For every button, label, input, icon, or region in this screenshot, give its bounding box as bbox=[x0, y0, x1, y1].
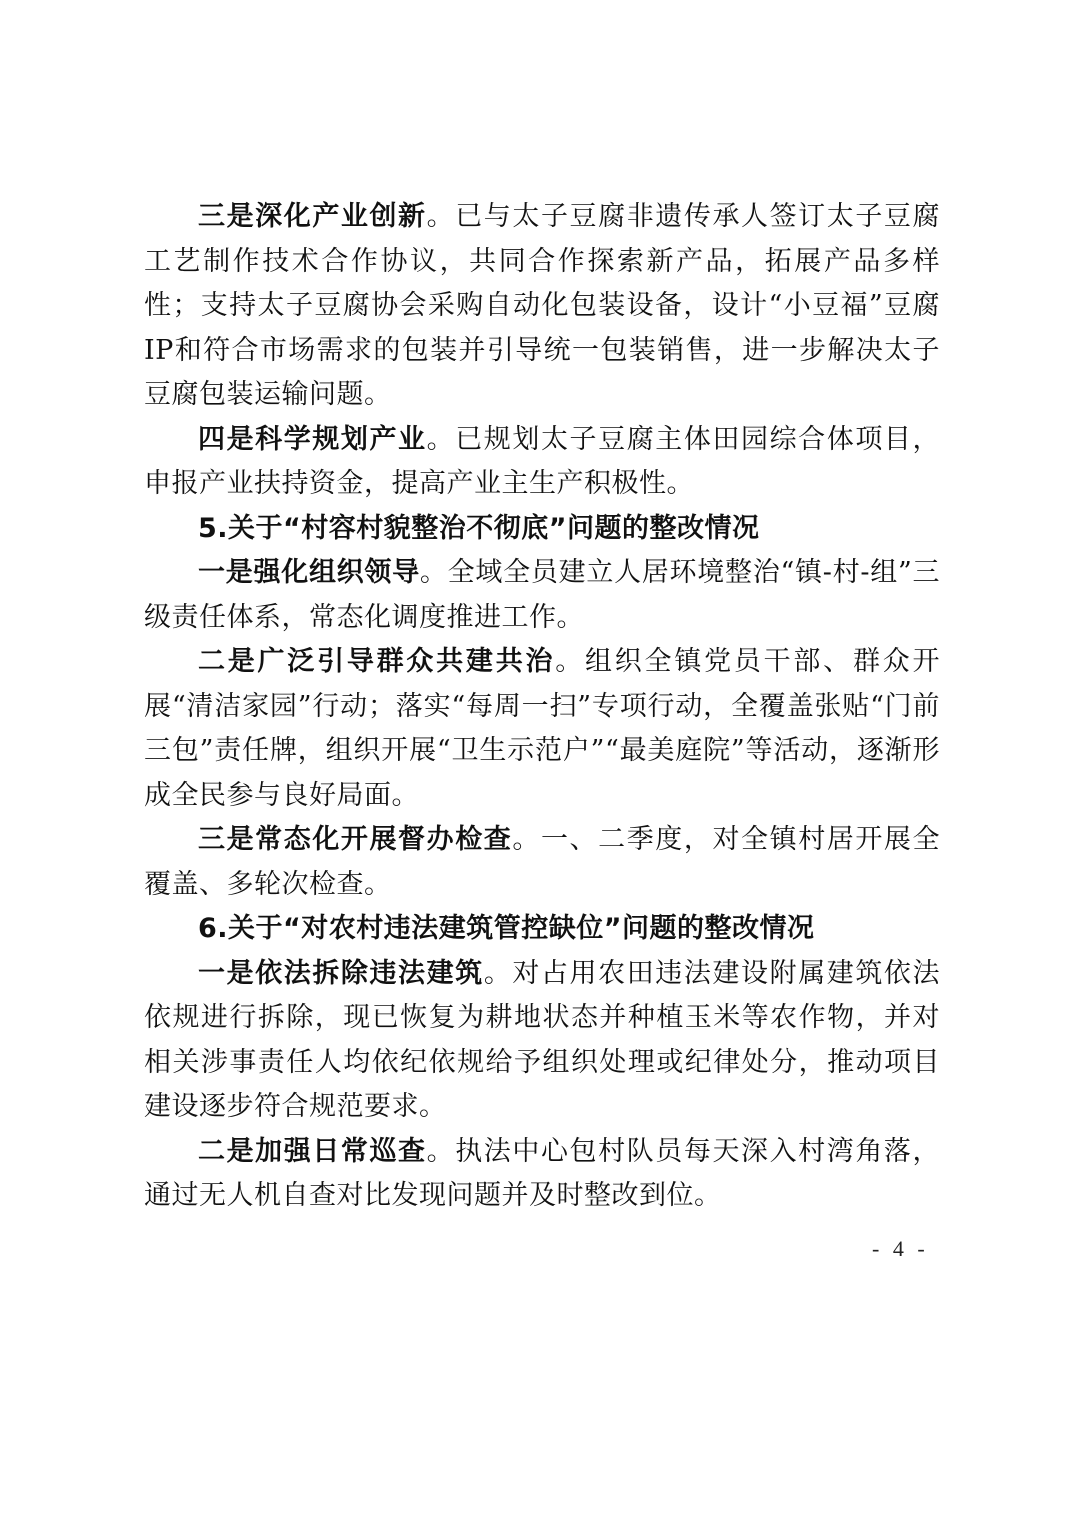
paragraph-organization-leadership bbox=[144, 551, 940, 640]
paragraph-daily-patrol bbox=[144, 1130, 940, 1219]
page-number: - 4 - bbox=[872, 1236, 929, 1261]
paragraph-supervision-inspection bbox=[144, 818, 940, 907]
paragraph-text: 。执法中心包村队员每天深入村湾角落，通过无人机自查对比发现问题并及时整改到位。 bbox=[144, 1135, 940, 1211]
paragraph-public-participation bbox=[144, 640, 940, 818]
paragraph-lead: 三是深化产业创新 bbox=[198, 201, 427, 232]
section-heading-6: 6.关于“对农村违法建筑管控缺位”问题的整改情况 bbox=[198, 913, 815, 944]
paragraph-lead: 二是广泛引导群众共建共治 bbox=[198, 646, 556, 677]
paragraph-text: 。已规划太子豆腐主体田园综合体项目，申报产业扶持资金，提高产业主生产积极性。 bbox=[144, 423, 940, 499]
paragraph-industry-innovation bbox=[144, 195, 940, 418]
document-body bbox=[144, 195, 940, 1219]
paragraph-lead: 四是科学规划产业 bbox=[198, 423, 427, 455]
paragraph-lead: 一是依法拆除违法建筑 bbox=[198, 957, 484, 989]
section-heading-5: 5.关于“村容村貌整治不彻底”问题的整改情况 bbox=[198, 512, 760, 544]
paragraph-text: 。对占用农田违法建设附属建筑依法依规进行拆除，现已恢复为耕地状态并种植玉米等农作物，并对相关涉事责任人均依纪依规给予组织处理或纪律处分，推动项目建设逐步符合规范要求。 bbox=[144, 957, 941, 1122]
paragraph-demolition bbox=[144, 952, 940, 1130]
paragraph-lead: 二是加强日常巡查 bbox=[198, 1135, 427, 1167]
paragraph-lead: 一是强化组织领导 bbox=[198, 557, 420, 588]
paragraph-lead: 三是常态化开展督办检查 bbox=[198, 824, 513, 855]
paragraph-text: 。已与太子豆腐非遗传承人签订太子豆腐工艺制作技术合作协议，共同合作探索新产品，拓展产品多样性；支持太子豆腐协会采购自动化包装设备，设计“小豆福”豆腐IP和符合市场需求的包装并引导统一包装销售，进一步解决太子豆腐包装运输问题。 bbox=[144, 201, 940, 410]
paragraph-text: 。组织全镇党员干部、群众开展“清洁家园”行动；落实“每周一扫”专项行动，全覆盖张贴“门前三包”责任牌，组织开展“卫生示范户”“最美庭院”等活动，逐渐形成全民参与良好局面。 bbox=[144, 646, 940, 811]
paragraph-text: 。全域全员建立人居环境整治“镇-村-组”三级责任体系，常态化调度推进工作。 bbox=[144, 557, 941, 633]
paragraph-industry-planning bbox=[144, 418, 940, 507]
paragraph-text: 。一、二季度，对全镇村居开展全覆盖、多轮次检查。 bbox=[144, 824, 941, 900]
